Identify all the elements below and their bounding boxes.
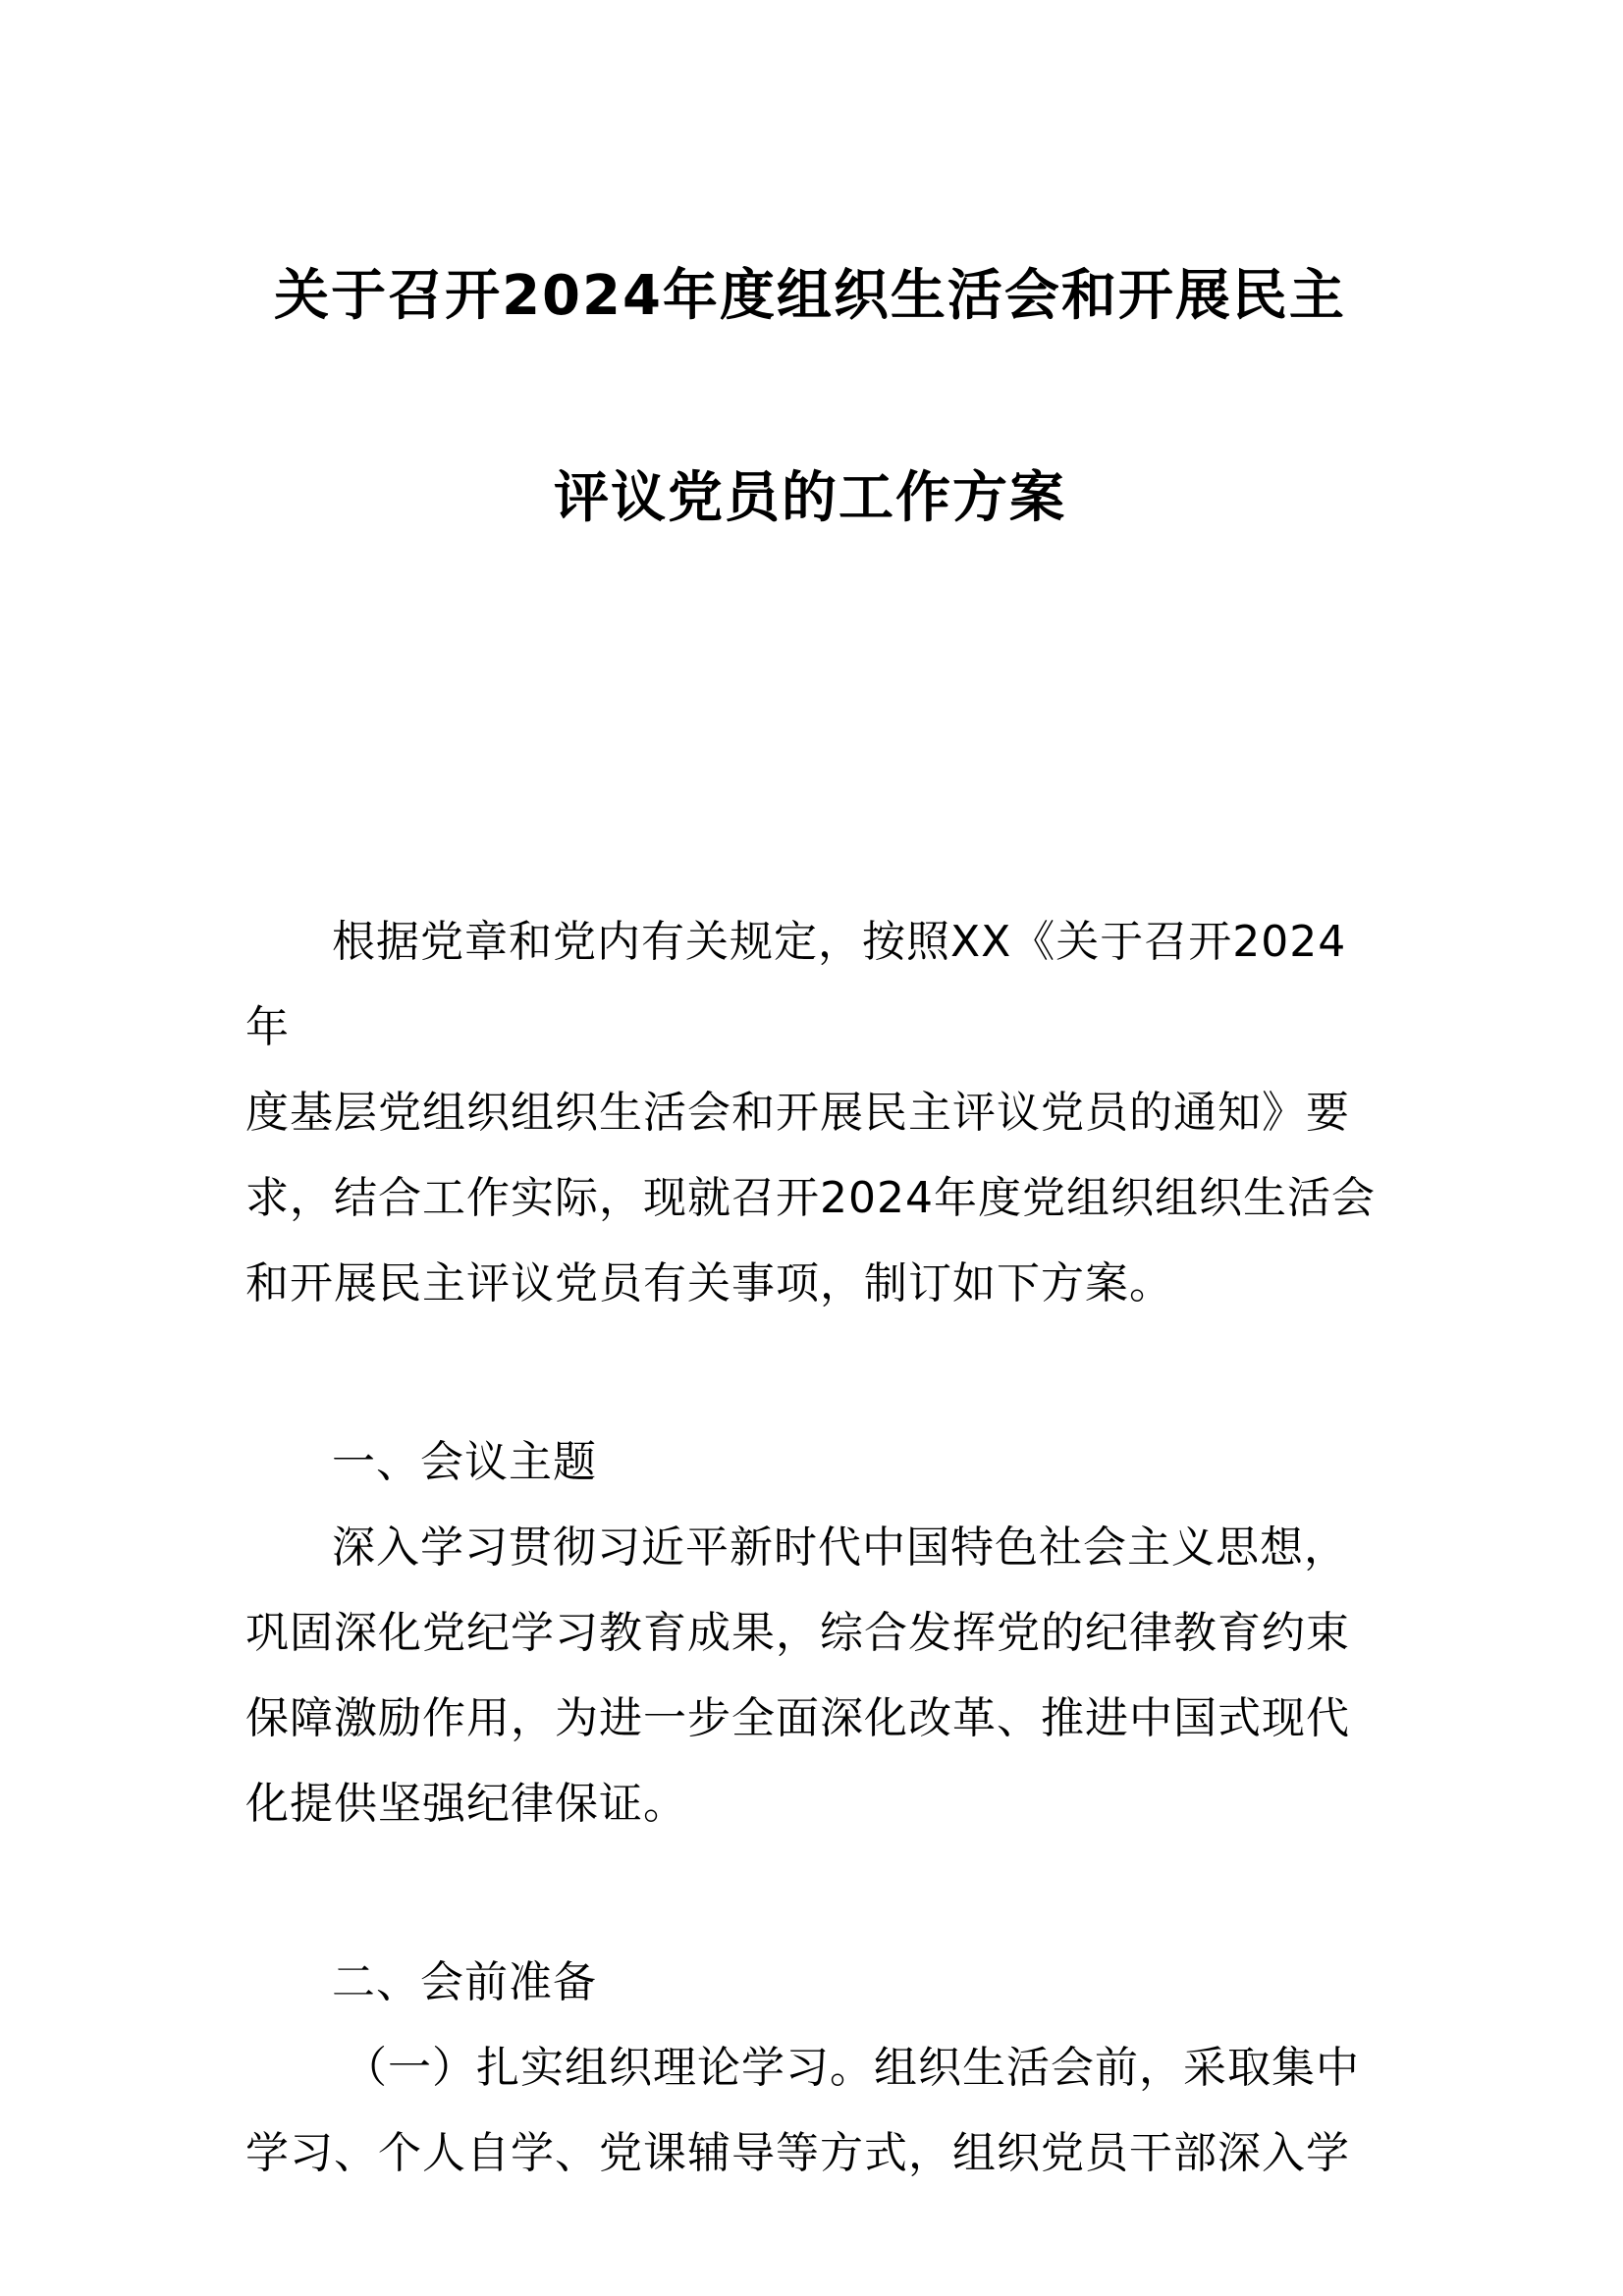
title-line-1: 关于召开2024年度组织生活会和开展民主 — [274, 264, 1346, 328]
intro-line-1: 根据党章和党内有关规定，按照XX《关于召开2024年 — [245, 917, 1347, 1052]
section-2-heading: 二、会前准备 — [332, 1957, 597, 2007]
section-1-heading: 一、会议主题 — [332, 1437, 597, 1487]
document-body — [245, 899, 1384, 2196]
section-2-paragraph — [245, 2025, 1384, 2196]
section-1-paragraph — [245, 1505, 1384, 1846]
intro-paragraph — [245, 899, 1384, 1326]
section-1-line-3: 保障激励作用，为进一步全面深化改革、推进中国式现代 — [245, 1693, 1350, 1743]
section-2-line-1: （一）扎实组织理论学习。组织生活会前，采取集中 — [344, 2043, 1360, 2093]
section-1-line-4: 化提供坚强纪律保证。 — [245, 1779, 687, 1829]
section-1-line-1: 深入学习贯彻习近平新时代中国特色社会主义思想， — [332, 1522, 1348, 1573]
title-line-2: 评议党员的工作方案 — [554, 466, 1066, 530]
intro-line-3: 求，结合工作实际，现就召开2024年度党组织组织生活会 — [245, 1173, 1376, 1223]
section-1-line-2: 巩固深化党纪学习教育成果，综合发挥党的纪律教育约束 — [245, 1608, 1350, 1658]
intro-line-2: 度基层党组织组织生活会和开展民主评议党员的通知》要 — [245, 1088, 1350, 1138]
document-title — [226, 265, 1394, 530]
section-2-line-2: 学习、个人自学、党课辅导等方式，组织党员干部深入学 — [245, 2128, 1350, 2178]
intro-line-4: 和开展民主评议党员有关事项，制订如下方案。 — [245, 1258, 1173, 1308]
